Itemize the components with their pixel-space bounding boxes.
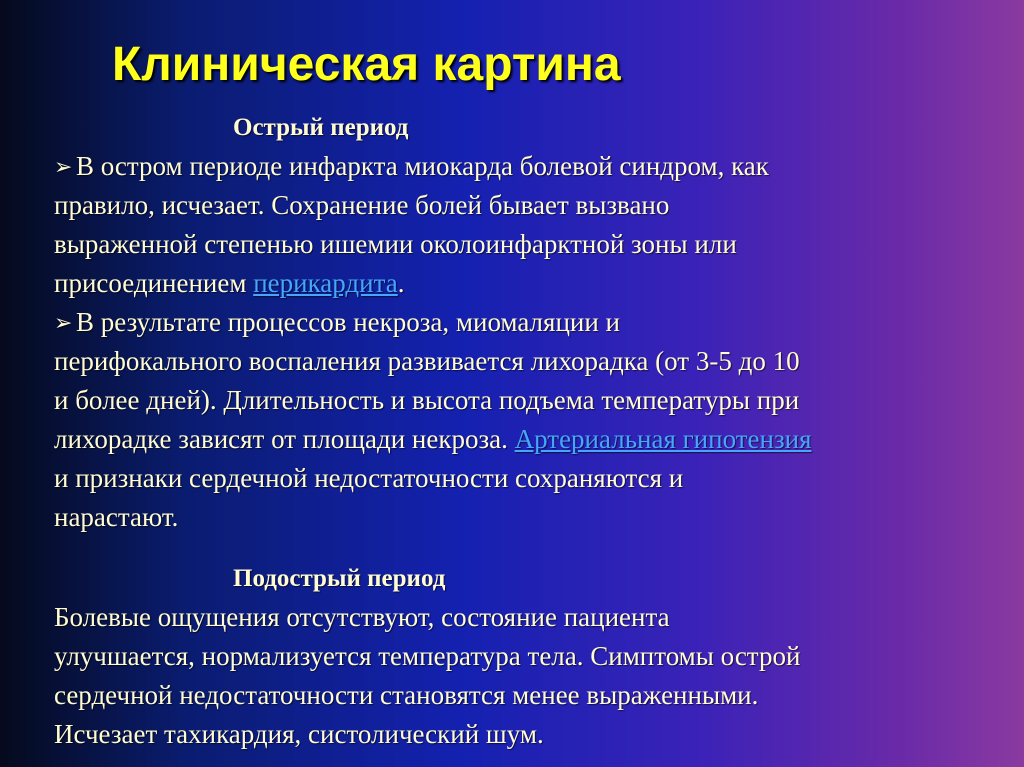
text-line: выраженной степенью ишемии околоинфарктной зоны или bbox=[54, 229, 737, 259]
arrow-bullet-icon: ➢ bbox=[54, 154, 73, 179]
arrow-bullet-icon: ➢ bbox=[54, 310, 73, 335]
acute-period-heading: Острый период bbox=[233, 114, 409, 141]
text-line bbox=[54, 420, 812, 459]
text-line: Исчезает тахикардия, систолический шум. bbox=[54, 719, 544, 749]
slide-title: Клиническая картина bbox=[112, 38, 621, 91]
text-line bbox=[54, 147, 812, 186]
subacute-period-text bbox=[54, 598, 800, 754]
text-line bbox=[54, 264, 812, 303]
text-line: и более дней). Длительность и высота подъема температуры при bbox=[54, 385, 800, 415]
acute-period-text bbox=[54, 147, 812, 537]
text-span: В остром периоде инфаркта миокарда болевой синдром, как bbox=[76, 151, 769, 181]
text-line bbox=[54, 303, 812, 342]
text-span: лихорадке зависят от площади некроза. bbox=[54, 424, 515, 454]
subacute-period-heading: Подострый период bbox=[233, 565, 446, 592]
text-span: В результате процессов некроза, миомаляции и bbox=[76, 307, 620, 337]
text-line: нарастают. bbox=[54, 502, 179, 532]
text-line: и признаки сердечной недостаточности сохраняются и bbox=[54, 463, 684, 493]
arterial-hypotension-link[interactable]: Артериальная гипотензия bbox=[514, 424, 812, 454]
text-line: перифокального воспаления развивается лихорадка (от 3-5 до 10 bbox=[54, 346, 800, 376]
text-line: Болевые ощущения отсутствуют, состояние пациента bbox=[54, 602, 670, 632]
text-line: улучшается, нормализуется температура тела. Симптомы острой bbox=[54, 641, 801, 671]
text-span: присоединением bbox=[54, 268, 254, 298]
text-span: . bbox=[397, 268, 405, 298]
pericarditis-link[interactable]: перикардита bbox=[253, 268, 398, 298]
text-line: сердечной недостаточности становятся менее выраженными. bbox=[54, 680, 759, 710]
text-line: правило, исчезает. Сохранение болей бывает вызвано bbox=[54, 190, 670, 220]
